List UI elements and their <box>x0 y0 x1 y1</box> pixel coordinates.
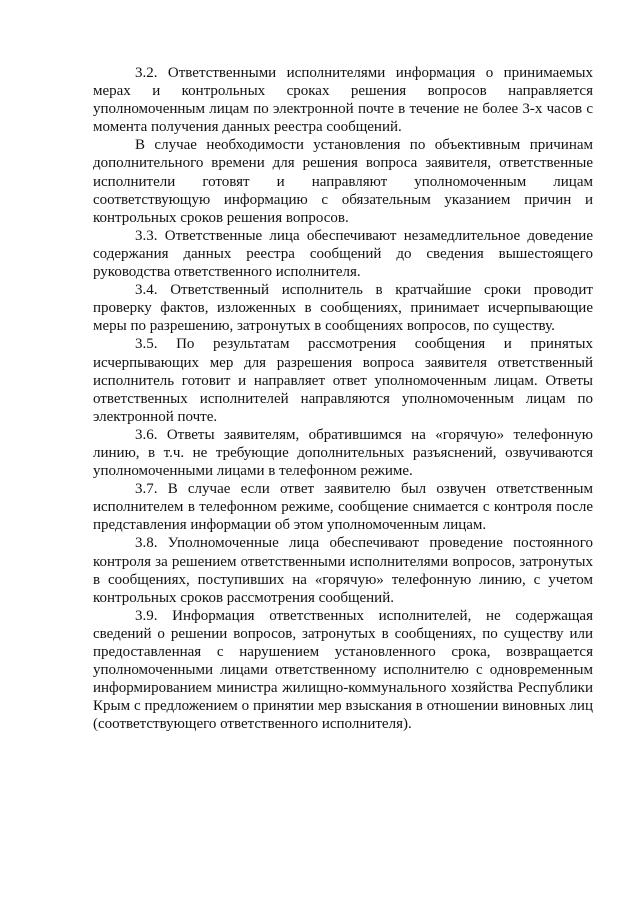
paragraph-3-7: 3.7. В случае если ответ заявителю был озвучен ответственным исполнителем в телефонном режиме, сообщение снимается с контроля после представления информации об этом уполномоченным лицам. <box>93 481 593 534</box>
paragraph-3-2-continuation: В случае необходимости установления по объективным причинам дополнительного времени для решения вопроса заявителя, ответственные исполнители готовят и направляют уполномоченным лицам соответствующую информацию с обязательным указанием причин и контрольных сроков решения вопросов. <box>93 137 593 226</box>
paragraph-3-3: 3.3. Ответственные лица обеспечивают незамедлительное доведение содержания данных реестра сообщений до сведения вышестоящего руководства ответственного исполнителя. <box>93 227 593 281</box>
paragraph-3-2: 3.2. Ответственными исполнителями информация о принимаемых мерах и контрольных сроках решения вопросов направляется уполномоченным лицам по электронной почте в течение не более 3-х часов с момента получения данных реестра сообщений. <box>93 65 593 136</box>
paragraph-3-9: 3.9. Информация ответственных исполнителей, не содержащая сведений о решении вопросов, затронутых в сообщениях, по существу или предоставленная с нарушением установленного срока, возвращается уполномоченными лицами ответственному исполнителю с одновременным информированием министра жилищно-коммунального хозяйства Республики Крым с предложением о принятии мер взыскания в отношении виновных лиц (соответствующего ответственного исполнителя). <box>93 607 593 733</box>
paragraph-3-4: 3.4. Ответственный исполнитель в кратчайшие сроки проводит проверку фактов, изложенных в сообщениях, принимает исчерпывающие меры по разрешению, затронутых в сообщениях вопросов, по существу. <box>93 282 593 335</box>
paragraph-3-8: 3.8. Уполномоченные лица обеспечивают проведение постоянного контроля за решением ответственными исполнителями вопросов, затронутых в сообщениях, поступивших на «горячую» телефонную линию, с учетом контрольных сроков рассмотрения сообщений. <box>93 535 593 606</box>
paragraph-3-5: 3.5. По результатам рассмотрения сообщения и принятых исчерпывающих мер для разрешения вопроса заявителя ответственный исполнитель готовит и направляет ответ уполномоченным лицам. Ответы ответственных исполнителей направляются уполномоченным лицам по электронной почте. <box>93 336 593 425</box>
document-body <box>93 64 593 733</box>
paragraph-3-6: 3.6. Ответы заявителям, обратившимся на «горячую» телефонную линию, в т.ч. не требующие дополнительных разъяснений, озвучиваются уполномоченными лицами в телефонном режиме. <box>93 426 593 480</box>
